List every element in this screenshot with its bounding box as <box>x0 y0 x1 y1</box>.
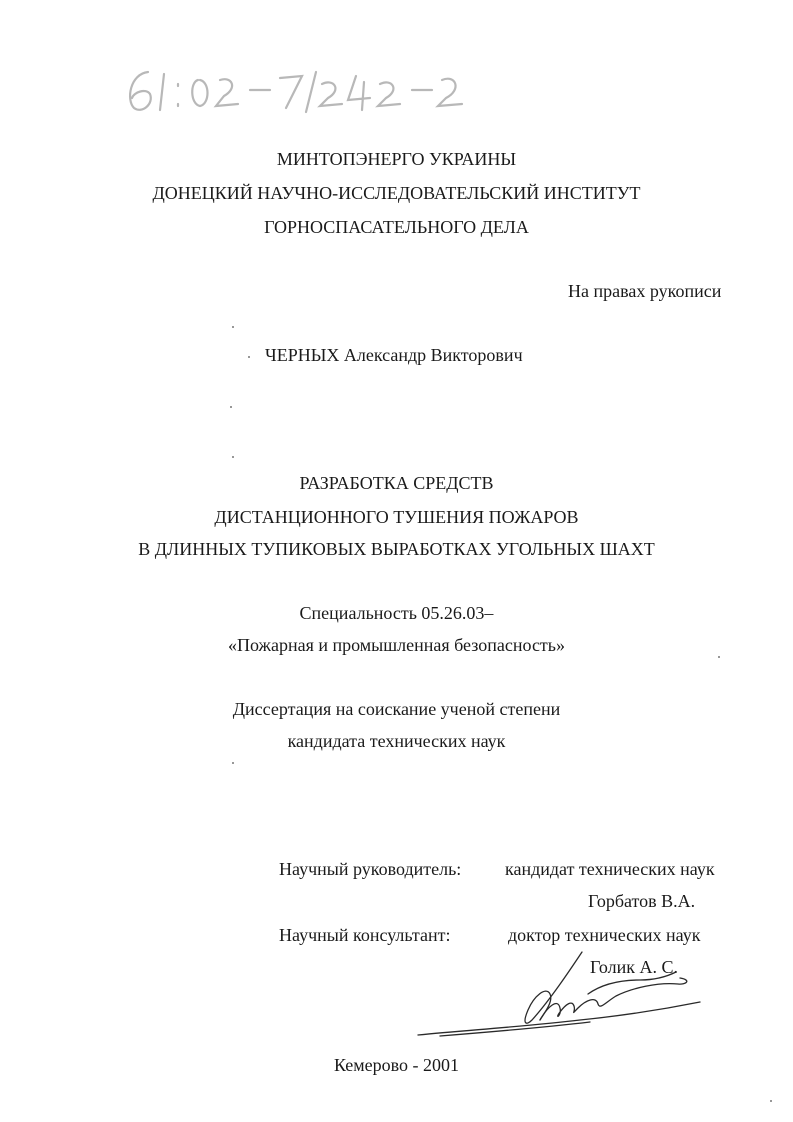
ministry-name: МИНТОПЭНЕРГО УКРАИНЫ <box>276 149 517 169</box>
scan-speck <box>232 326 234 328</box>
title-line1: РАЗРАБОТКА СРЕДСТВ <box>299 473 494 493</box>
manuscript-rights: На правах рукописи <box>568 281 722 301</box>
consultant-name: Голик А. С. <box>590 957 678 977</box>
supervisor-degree: кандидат технических наук <box>505 859 715 879</box>
title-line2: ДИСТАНЦИОННОГО ТУШЕНИЯ ПОЖАРОВ <box>214 507 579 527</box>
scan-speck <box>232 456 234 458</box>
author-name: ЧЕРНЫХ Александр Викторович <box>265 345 523 365</box>
degree-line2: кандидата технических наук <box>287 731 506 751</box>
specialty-name: «Пожарная и промышленная безопасность» <box>227 635 566 655</box>
scan-speck <box>718 656 720 658</box>
scan-speck <box>232 762 234 764</box>
consultant-label: Научный консультант: <box>279 925 451 945</box>
institute-name-line2: ГОРНОСПАСАТЕЛЬНОГО ДЕЛА <box>264 217 529 237</box>
scan-speck <box>770 1100 772 1102</box>
city-and-year: Кемерово - 2001 <box>333 1055 460 1075</box>
signature <box>410 950 710 1045</box>
supervisor-name: Горбатов В.А. <box>588 891 696 911</box>
title-line3: В ДЛИННЫХ ТУПИКОВЫХ ВЫРАБОТКАХ УГОЛЬНЫХ ШАХТ <box>138 539 655 559</box>
scan-speck <box>230 406 232 408</box>
institute-name-line1: ДОНЕЦКИЙ НАУЧНО-ИССЛЕДОВАТЕЛЬСКИЙ ИНСТИТУТ <box>152 183 641 203</box>
consultant-degree: доктор технических наук <box>508 925 701 945</box>
scan-speck <box>248 356 250 358</box>
specialty-code: Специальность 05.26.03– <box>299 603 494 623</box>
handwritten-archive-mark <box>120 60 520 120</box>
supervisor-label: Научный руководитель: <box>279 859 462 879</box>
degree-line1: Диссертация на соискание ученой степени <box>232 699 561 719</box>
